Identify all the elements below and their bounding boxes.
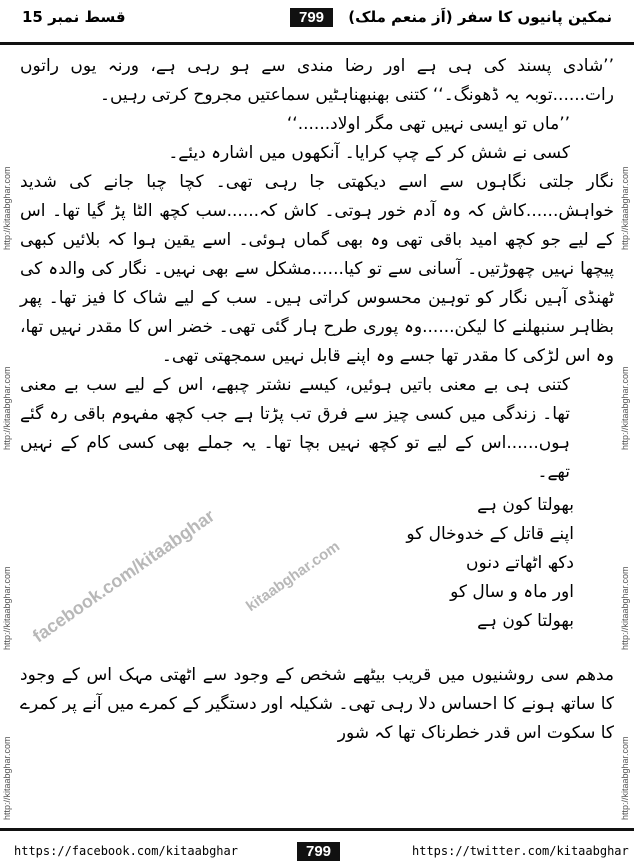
footer-divider <box>0 828 634 831</box>
verse-line: بھولتا کون ہے <box>477 611 574 631</box>
footer-page-number: 799 <box>297 842 340 861</box>
paragraph: ’’ماں تو ایسی نہیں تھی مگر اولاد......‘‘ <box>286 114 570 134</box>
twitter-link[interactable]: https://twitter.com/kitaabghar <box>412 844 629 858</box>
page-header <box>0 0 634 42</box>
paragraph: کسی نے شش کر کے چپ کرایا۔ آنکھوں میں اشارہ دیئے۔ <box>168 143 570 163</box>
page-number: 799 <box>290 8 333 27</box>
verse-line: اپنے قاتل کے خدوخال کو <box>406 524 574 544</box>
verse-line: بھولتا کون ہے <box>477 495 574 515</box>
watermark-text: http://kitaabghar.com <box>2 366 12 450</box>
watermark-text: http://kitaabghar.com <box>620 366 630 450</box>
watermark-text: http://kitaabghar.com <box>620 736 630 820</box>
story-text <box>20 52 614 748</box>
paragraph: نگار جلتی نگاہوں سے اسے دیکھتی جا رہی تھی۔ کچا چبا جانے کی شدید خواہش......کاش کہ وہ آدم خور ہوتی۔ کاش کہ......سب کچھ الٹا پڑ گیا تھا۔ اس کے لیے جو کچھ امید باقی تھی وہ بھی گماں ہوئی۔ اسے یقین ہوا کہ بلائیں کبھی پیچھا نہیں چھوڑتیں۔ آسانی سے تو کیا......مشکل سے بھی نہیں۔ نگار کی والدہ کی ٹھنڈی آہیں نگار کو توہین محسوس کراتی ہیں۔ سب کے لیے شاک کا فیز تھا۔ پھر بظاہر سنبھلنے کا لیکن......وہ پوری طرح ہار گئی تھی۔ خضر اس کا مقدر نہیں تھا، وہ اس لڑکی کا مقدر تھا جسے وہ اپنے قابل نہیں سمجھتی تھی۔ <box>20 172 614 366</box>
left-watermark <box>2 60 16 820</box>
paragraph: ’’شادی پسند کی ہی ہے اور رضا مندی سے ہو رہی ہے، ورنہ یوں راتوں رات......توبہ یہ ڈھونگ۔‘‘ کتنی بھنبھناہٹیں سماعتیں مجروح کرتی رہیں۔ <box>20 56 614 105</box>
episode-number: قسط نمبر 15 <box>22 8 126 26</box>
diagonal-watermark: kitaabghar.com <box>243 537 343 616</box>
paragraph: کتنی ہی بے معنی باتیں ہوئیں، کیسے نشتر چبھے، اس کے لیے سب بے معنی تھا۔ زندگی میں کسی چیز سے فرق تب پڑتا ہے جب کچھ مفہوم باقی رہ گئے ہوں......اس کے لیے تو کچھ نہیں بچا تھا۔ یہ جملے بھی کسی کام کے نہیں تھے۔ <box>20 375 570 482</box>
book-title: نمکین پانیوں کا سفر (اَز منعم ملک) <box>348 8 612 26</box>
verse-line: اور ماہ و سال کو <box>450 582 574 602</box>
verse-line: دکھ اٹھاتے دنوں <box>466 553 574 573</box>
right-watermark <box>620 60 634 820</box>
verse-block <box>20 491 614 661</box>
header-divider <box>0 42 634 45</box>
watermark-text: http://kitaabghar.com <box>2 166 12 250</box>
diagonal-watermark-area <box>20 491 350 661</box>
paragraph: مدھم سی روشنیوں میں قریب بیٹھے شخص کے وجود سے اٹھتی مہک اس کے وجود کا ساتھ ہونے کا احساس دلا رہی تھی۔ شکیلہ اور دستگیر کے کمرے میں آنے پر کمرے کا سکوت اس قدر خطرناک تھا کہ شور <box>20 665 614 743</box>
page-footer <box>0 840 634 868</box>
facebook-link[interactable]: https://facebook.com/kitaabghar <box>14 844 238 858</box>
watermark-text: http://kitaabghar.com <box>2 736 12 820</box>
verse <box>350 491 614 661</box>
watermark-text: http://kitaabghar.com <box>620 566 630 650</box>
watermark-text: http://kitaabghar.com <box>2 566 12 650</box>
watermark-text: http://kitaabghar.com <box>620 166 630 250</box>
diagonal-watermark: facebook.com/kitaabghar <box>28 505 219 647</box>
